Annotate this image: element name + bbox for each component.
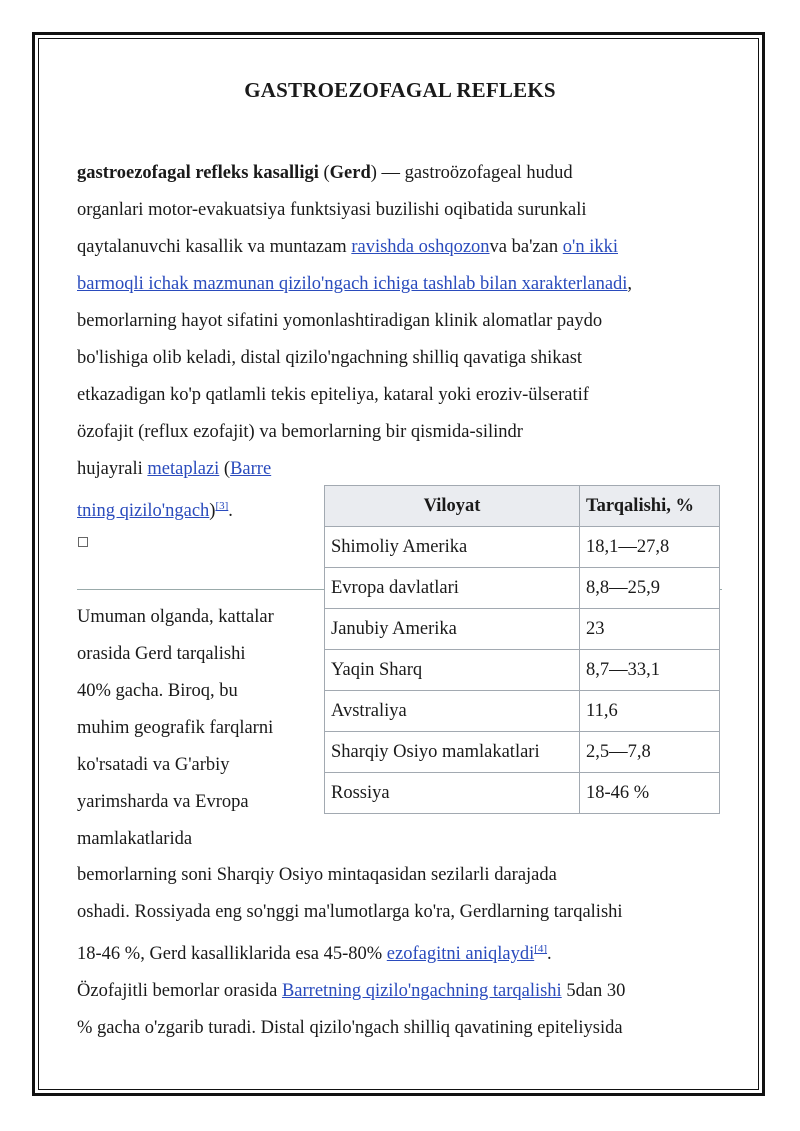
table-row <box>325 568 720 609</box>
table-row <box>325 650 720 691</box>
link-barrett-b[interactable]: tning qizilo'ngach <box>77 501 210 521</box>
link-barrett-a[interactable]: Barre <box>230 459 272 479</box>
table-row <box>325 691 720 732</box>
table-cell: Rossiya <box>325 773 580 814</box>
table-cell: 18-46 % <box>580 773 720 814</box>
table-cell: Avstraliya <box>325 691 580 732</box>
table-row <box>325 773 720 814</box>
link-on-ikki-b[interactable]: barmoqli ichak mazmunan qizilo'ngach ichiga tashlab bilan xarakterlanadi <box>77 274 628 294</box>
table-cell: 2,5—7,8 <box>580 732 720 773</box>
link-metaplazi[interactable]: metaplazi <box>147 459 220 479</box>
prevalence-table <box>324 485 720 814</box>
link-on-ikki-a[interactable]: o'n ikki <box>562 237 618 257</box>
bold-term: gastroezofagal refleks kasalligi <box>77 163 319 183</box>
table-cell: 23 <box>580 609 720 650</box>
document-title: GASTROEZOFAGAL REFLEKS <box>244 78 556 102</box>
link-barretning[interactable]: Barretning qizilo'ngachning tarqalishi <box>281 981 562 1001</box>
left-paragraph: Umuman olganda, kattalar orasida Gerd tarqalishi 40% gacha. Biroq, bu muhim geografik farqlarni ko'rsatadi va G'arbiy yarimsharda va Evropa mamlakatlarida <box>77 607 274 849</box>
table-cell: Shimoliy Amerika <box>325 527 580 568</box>
link-ezofagitni[interactable]: ezofagitni aniqlaydi <box>386 944 535 964</box>
table-cell: Evropa davlatlari <box>325 568 580 609</box>
reference-4[interactable]: [4] <box>534 943 548 955</box>
header-region: Viloyat <box>325 486 580 527</box>
table-cell: 8,8—25,9 <box>580 568 720 609</box>
table-row <box>325 527 720 568</box>
table-cell: 8,7—33,1 <box>580 650 720 691</box>
table-cell: 11,6 <box>580 691 720 732</box>
bottom-paragraph: bemorlarning soni Sharqiy Osiyo mintaqasidan sezilarli darajada oshadi. Rossiyada eng so'nggi ma'lumotlarga ko'ra, Gerdlarning tarqalishi 18-46 %, Gerd kasalliklarida esa 45-80% ezofagitni aniqlaydi[4]. Özofajitli bemorlar orasida Barretning qizilo'ngachning tarqalishi 5dan 30 % gacha o'zgarib turadi. Distal qizilo'ngach shilliq qavatining epiteliysida <box>77 865 626 1038</box>
table-cell: Sharqiy Osiyo mamlakatlari <box>325 732 580 773</box>
table-cell: Janubiy Amerika <box>325 609 580 650</box>
table-row <box>325 732 720 773</box>
reference-3[interactable]: [3] <box>215 500 229 512</box>
link-ravishda-oshqozon[interactable]: ravishda oshqozon <box>351 237 490 257</box>
image-placeholder-icon <box>78 537 88 547</box>
table-cell: Yaqin Sharq <box>325 650 580 691</box>
table-header-row <box>325 486 720 527</box>
abbr-gerd: Gerd <box>329 163 371 183</box>
table-cell: 18,1—27,8 <box>580 527 720 568</box>
intro-paragraph: gastroezofagal refleks kasalligi (Gerd) — gastroözofageal hudud organlari motor-evakuatsiya funktsiyasi buzilishi oqibatida surunkali qaytalanuvchi kasallik va muntazam ravishda oshqozonva ba'zan o'n ikki barmoqli ichak mazmunan qizilo'ngach ichiga tashlab bilan xarakterlanadi, bemorlarning hayot sifatini yomonlashtiradigan klinik alomatlar paydo bo'lishiga olib keladi, distal qizilo'ngachning shilliq qavatiga shikast etkazadigan ko'p qatlamli tekis epiteliya, kataral yoki eroziv-ülseratif özofajit (reflux ezofajit) va bemorlarning bir qismida-silindr hujayrali metaplazi (Barre tning qizilo'ngach)[3]. <box>77 163 633 521</box>
header-prevalence: Tarqalishi, % <box>580 486 720 527</box>
table-row <box>325 609 720 650</box>
